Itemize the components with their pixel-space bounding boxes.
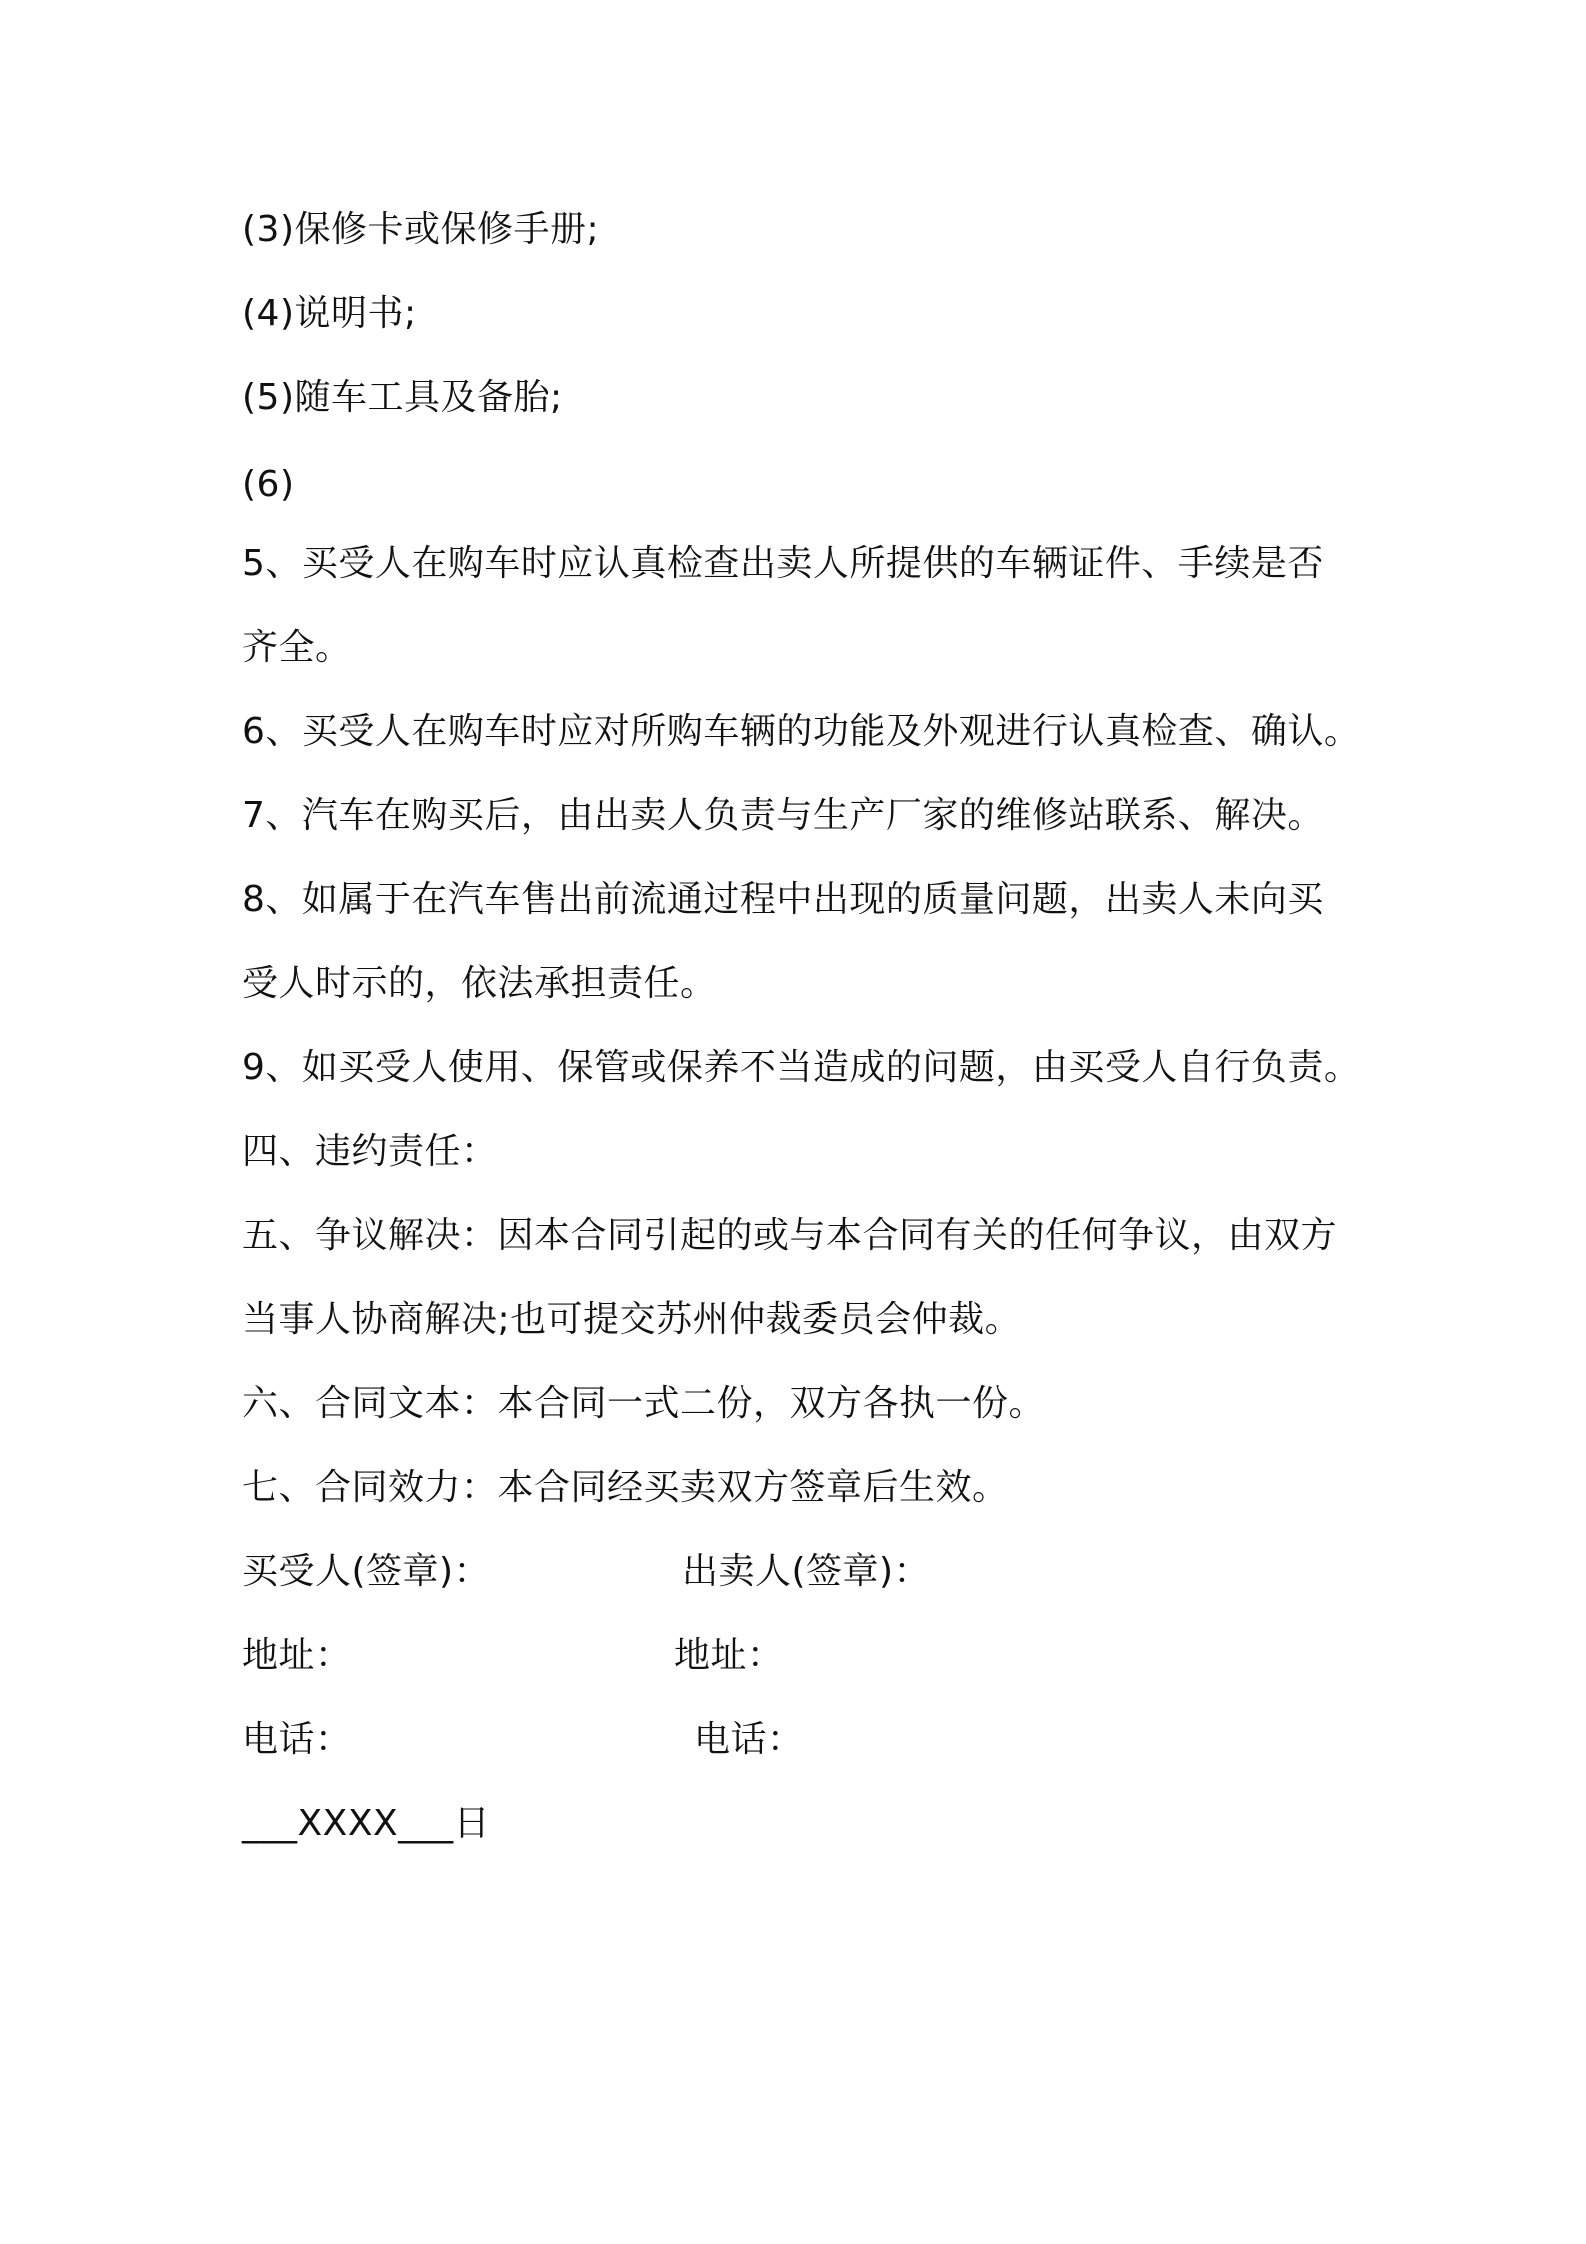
buyer-signature-label: 买受人(签章)： bbox=[242, 1551, 491, 1592]
clause-9: 9、如买受人使用、保管或保养不当造成的问题，由买受人自行负责。 bbox=[242, 1047, 1361, 1088]
clause-6: 6、买受人在购车时应对所购车辆的功能及外观进行认真检查、确认。 bbox=[242, 711, 1361, 752]
list-item-warranty-card: (3)保修卡或保修手册; bbox=[242, 209, 600, 250]
section-6: 六、合同文本：本合同一式二份，双方各执一份。 bbox=[242, 1383, 1046, 1424]
list-item-manual: (4)说明书; bbox=[242, 293, 417, 334]
buyer-phone-label: 电话： bbox=[242, 1719, 352, 1760]
clause-7: 7、汽车在购买后，由出卖人负责与生产厂家的维修站联系、解决。 bbox=[242, 795, 1324, 836]
date-line: ___XXXX___日 bbox=[242, 1803, 491, 1844]
seller-address-label: 地址： bbox=[674, 1635, 784, 1676]
section-5-line-2: 当事人协商解决;也可提交苏州仲裁委员会仲裁。 bbox=[242, 1299, 1022, 1340]
section-4-heading: 四、违约责任： bbox=[242, 1131, 498, 1172]
clause-8-line-2: 受人时示的，依法承担责任。 bbox=[242, 963, 717, 1004]
list-item-tools-spare-tire: (5)随车工具及备胎; bbox=[242, 377, 563, 418]
seller-signature-label: 出卖人(签章)： bbox=[682, 1551, 931, 1592]
clause-8-line-1: 8、如属于在汽车售出前流通过程中出现的质量问题，出卖人未向买 bbox=[242, 879, 1324, 920]
clause-5-line-2: 齐全。 bbox=[242, 627, 352, 668]
section-7: 七、合同效力：本合同经买卖双方签章后生效。 bbox=[242, 1467, 1009, 1508]
seller-phone-label: 电话： bbox=[694, 1719, 804, 1760]
clause-5-line-1: 5、买受人在购车时应认真检查出卖人所提供的车辆证件、手续是否 bbox=[242, 543, 1324, 584]
section-5-line-1: 五、争议解决：因本合同引起的或与本合同有关的任何争议，由双方 bbox=[242, 1215, 1338, 1256]
list-item-6: (6) bbox=[242, 464, 295, 505]
buyer-address-label: 地址： bbox=[242, 1635, 352, 1676]
